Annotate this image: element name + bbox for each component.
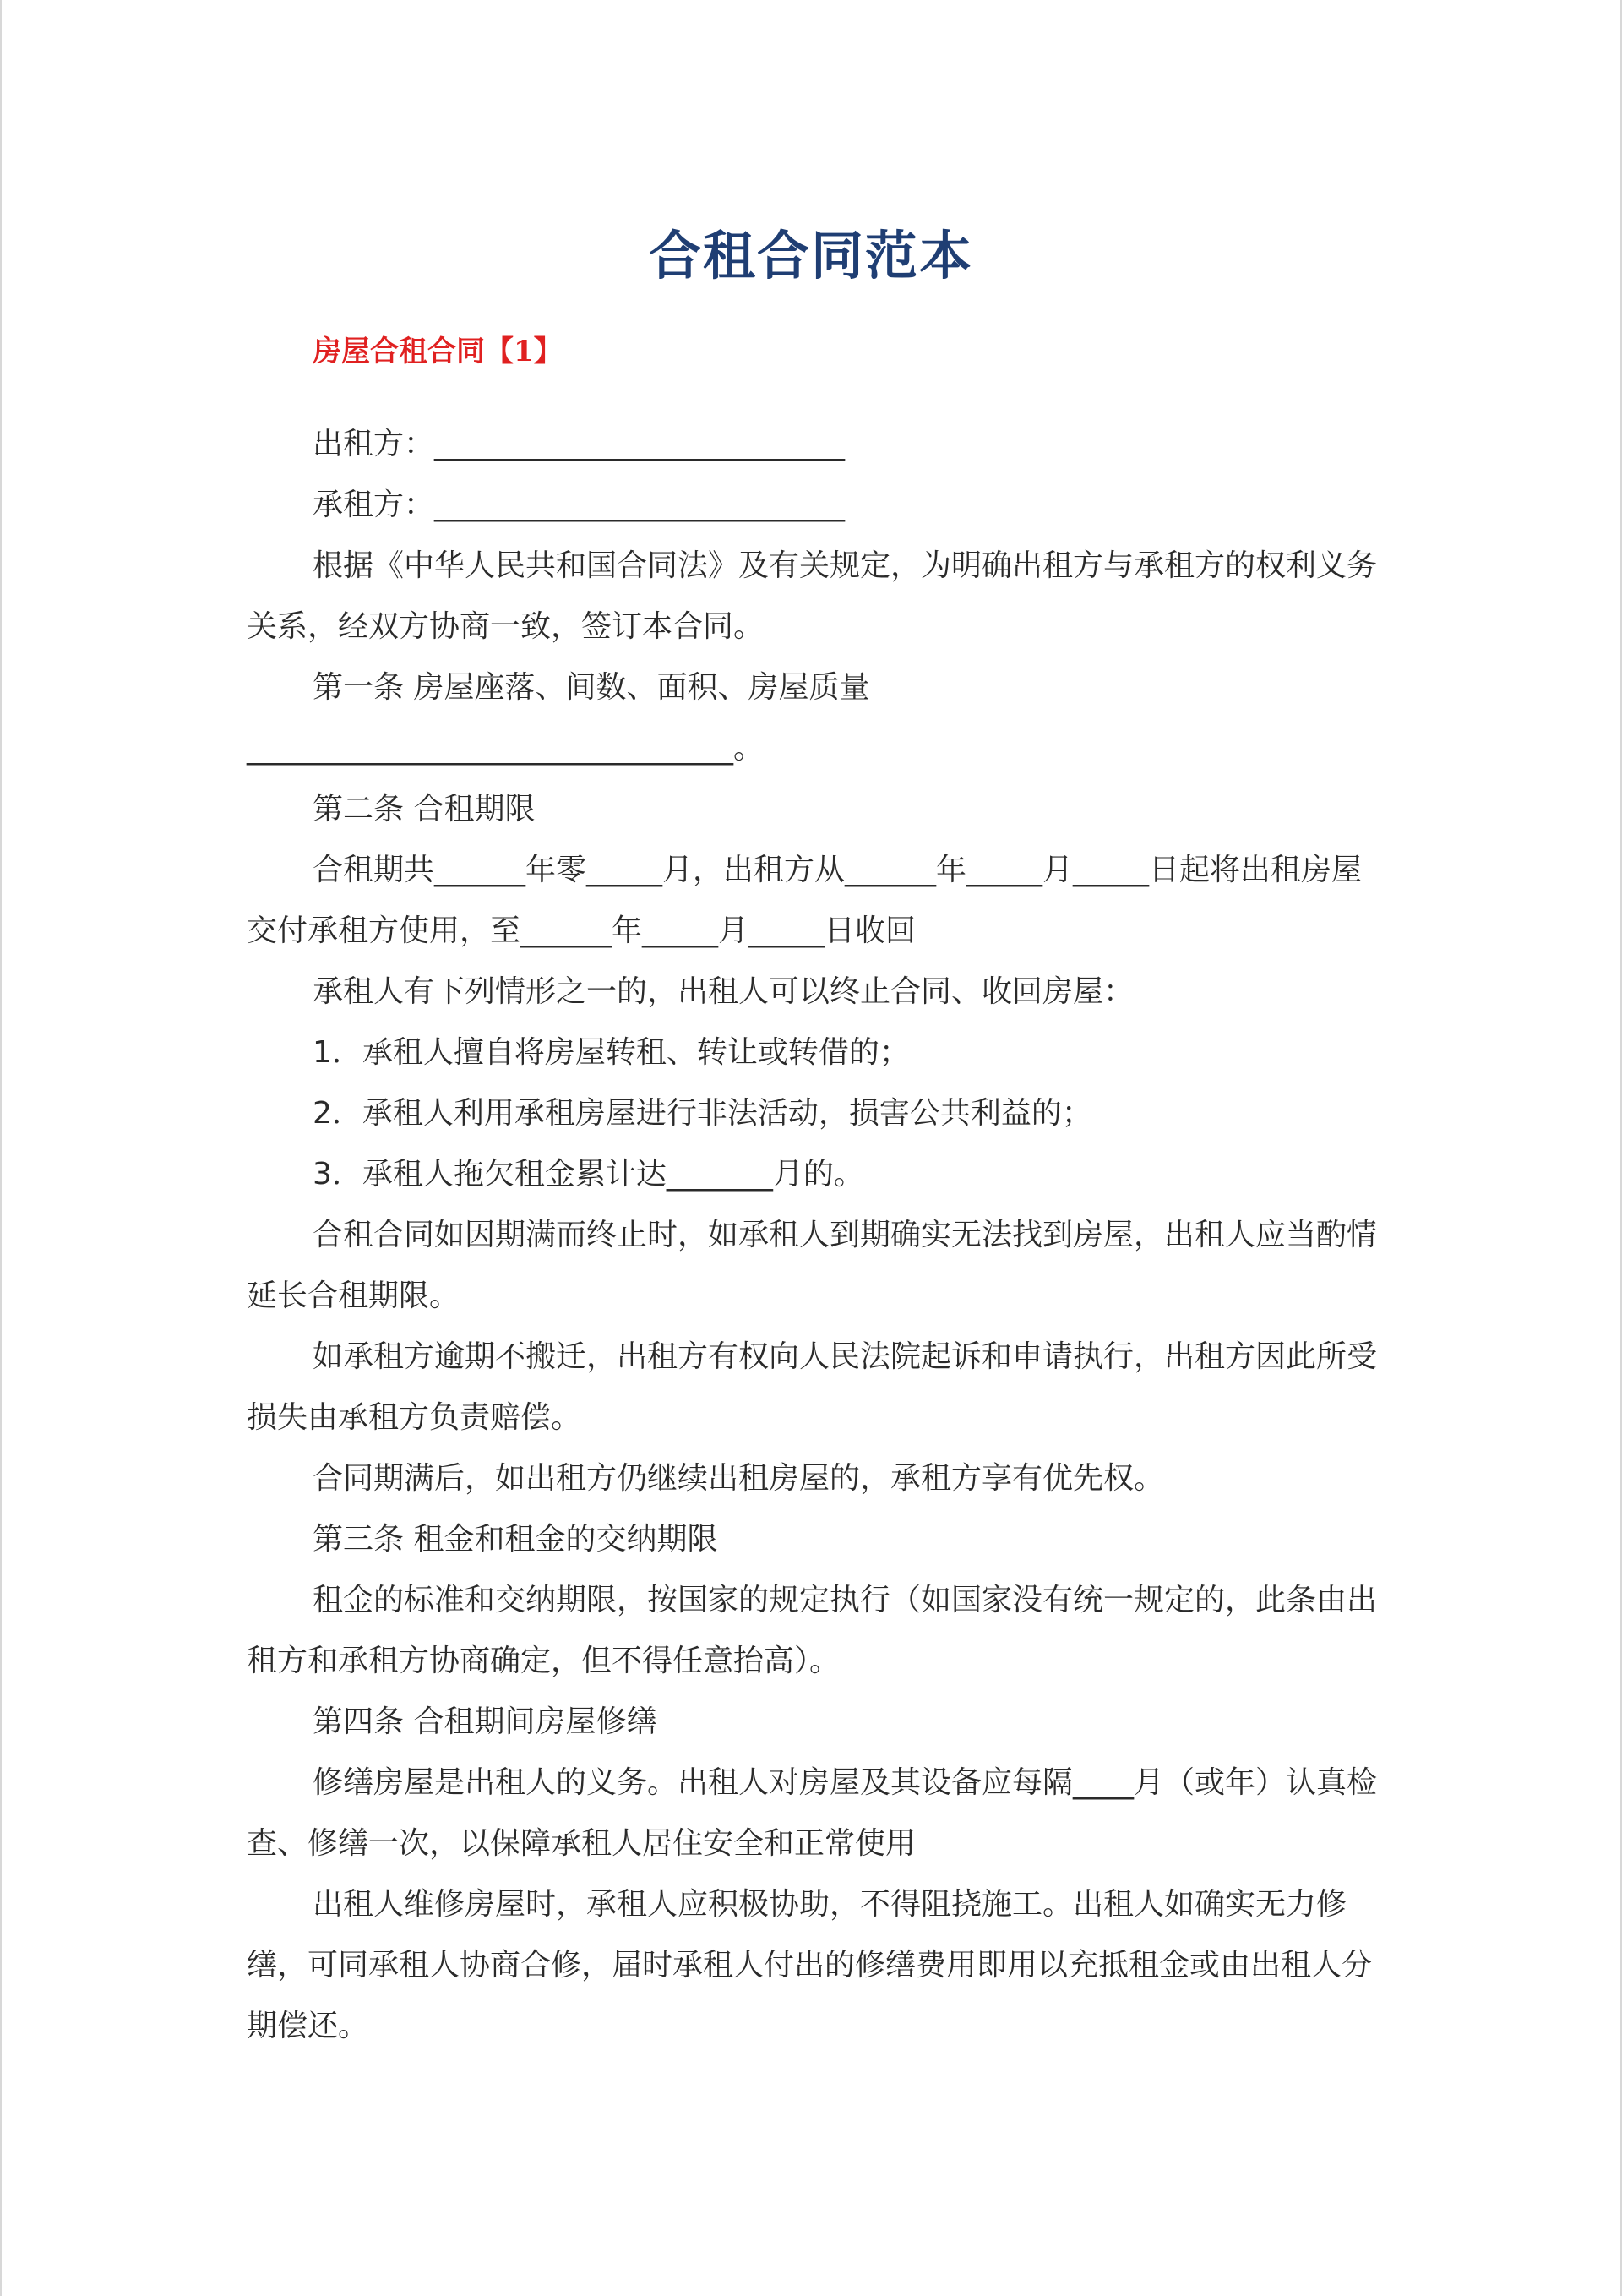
paragraph-preamble: 根据《中华人民共和国合同法》及有关规定，为明确出租方与承租方的权利义务关系，经双方协商一致，签订本合同。 [247,548,1378,644]
paragraph-priority-right: 合同期满后，如出租方仍继续出租房屋的，承租方享有优先权。 [313,1461,1165,1496]
list-item-1: 1．承租人擅自将房屋转租、转让或转借的； [313,1035,910,1070]
paragraph-rent-standard: 租金的标准和交纳期限，按国家的规定执行（如国家没有统一规定的，此条由出租方和承租方协商确定，但不得任意抬高）。 [247,1583,1378,1678]
paragraph-lessee: 承租方：___________________________ [313,488,846,522]
list-item-2: 2．承租人利用承租房屋进行非法活动，损害公共利益的； [313,1096,1092,1131]
paragraph-repair-cooperation: 出租人维修房屋时，承租人应积极协助，不得阻挠施工。出租人如确实无力修缮，可同承租人协商合修，届时承租人付出的修缮费用即用以充抵租金或由出租人分期偿还。 [247,1887,1373,2043]
document-body [247,414,1379,2057]
document-title: 合租合同范本 [648,225,973,286]
paragraph-overdue-relocation: 如承租方逾期不搬迁，出租方有权向人民法院起诉和申请执行，出租方因此所受损失由承租方负责赔偿。 [247,1339,1378,1435]
paragraph-expiry-extension: 合租合同如因期满而终止时，如承租人到期确实无法找到房屋，出租人应当酌情延长合租期限。 [247,1218,1378,1313]
paragraph-termination-conditions: 承租人有下列情形之一的，出租人可以终止合同、收回房屋： [313,974,1135,1009]
article-1-blank: ________________________________。 [247,731,764,766]
article-4-heading: 第四条 合租期间房屋修缮 [313,1704,657,1739]
paragraph-repair-duty: 修缮房屋是出租人的义务。出租人对房屋及其设备应每隔____月（或年）认真检查、修缮一次，以保障承租人居住安全和正常使用 [247,1765,1378,1861]
paragraph-lease-term: 合租期共______年零_____月，出租方从______年_____月_____日起将出租房屋交付承租方使用，至______年_____月_____日收回 [247,853,1363,948]
list-item-3: 3．承租人拖欠租金累计达_______月的。 [313,1157,864,1192]
article-2-heading: 第二条 合租期限 [313,792,536,826]
article-3-heading: 第三条 租金和租金的交纳期限 [313,1522,718,1557]
article-1-heading: 第一条 房屋座落、间数、面积、房屋质量 [313,670,870,705]
paragraph-lessor: 出租方：___________________________ [313,427,846,461]
document-subtitle: 房屋合租合同【1】 [313,335,563,368]
